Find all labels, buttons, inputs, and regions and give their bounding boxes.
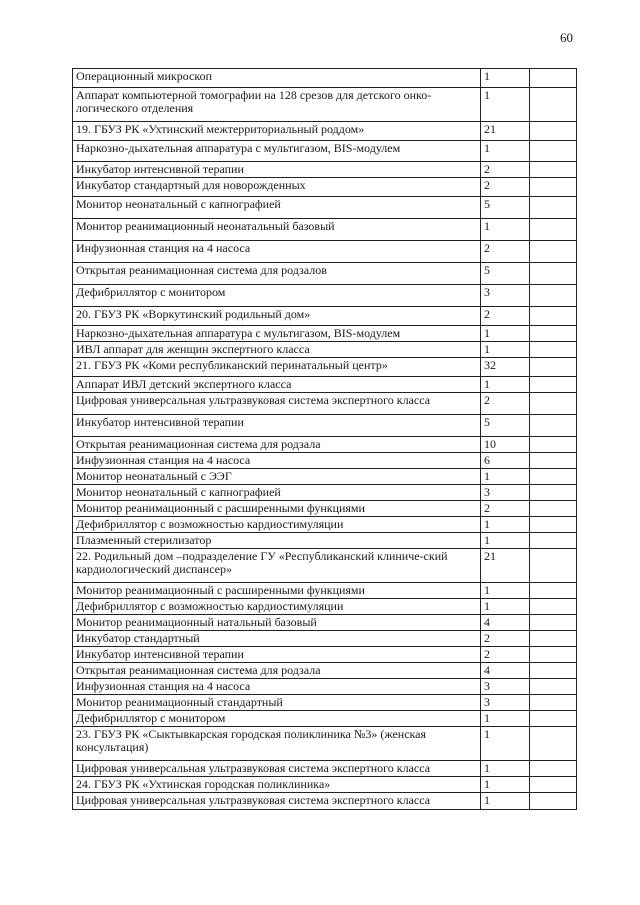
item-name: Инфузионная станция на 4 насоса [73, 453, 481, 469]
table-row [73, 583, 577, 599]
item-name: Дефибриллятор с монитором [73, 711, 481, 727]
empty-cell [530, 69, 577, 88]
table-row [73, 437, 577, 453]
item-name: Монитор реанимационный с расширенными функциями [73, 583, 481, 599]
empty-cell [530, 415, 577, 437]
item-quantity: 21 [481, 549, 530, 583]
item-name: Монитор реанимационный с расширенными функциями [73, 501, 481, 517]
table-row [73, 178, 577, 197]
empty-cell [530, 599, 577, 615]
item-name: 19. ГБУЗ РК «Ухтинский межтерриториальный роддом» [73, 122, 481, 141]
empty-cell [530, 393, 577, 415]
item-name: Инкубатор интенсивной терапии [73, 162, 481, 178]
item-quantity: 2 [481, 162, 530, 178]
empty-cell [530, 679, 577, 695]
item-name: Плазменный стерилизатор [73, 533, 481, 549]
item-name: Инкубатор стандартный для новорожденных [73, 178, 481, 197]
table-row [73, 599, 577, 615]
item-name: Открытая реанимационная система для родзала [73, 437, 481, 453]
empty-cell [530, 793, 577, 810]
item-quantity: 3 [481, 485, 530, 501]
empty-cell [530, 197, 577, 219]
item-quantity: 1 [481, 727, 530, 761]
empty-cell [530, 241, 577, 263]
table-row [73, 761, 577, 777]
item-name: Дефибриллятор с возможностью кардиостимуляции [73, 599, 481, 615]
item-quantity: 1 [481, 69, 530, 88]
empty-cell [530, 777, 577, 793]
item-quantity: 4 [481, 663, 530, 679]
item-quantity: 5 [481, 415, 530, 437]
item-name: Инкубатор интенсивной терапии [73, 415, 481, 437]
item-quantity: 1 [481, 711, 530, 727]
empty-cell [530, 178, 577, 197]
empty-cell [530, 326, 577, 342]
item-quantity: 1 [481, 326, 530, 342]
empty-cell [530, 453, 577, 469]
table-row [73, 162, 577, 178]
item-name: ИВЛ аппарат для женщин экспертного класса [73, 342, 481, 358]
item-quantity: 3 [481, 679, 530, 695]
table-row [73, 453, 577, 469]
table-row [73, 88, 577, 122]
empty-cell [530, 695, 577, 711]
empty-cell [530, 727, 577, 761]
item-name: 22. Родильный дом –подразделение ГУ «Республиканский клиниче-ский кардиологический диспансер» [73, 549, 481, 583]
table-row [73, 326, 577, 342]
item-quantity: 1 [481, 88, 530, 122]
table-row [73, 647, 577, 663]
empty-cell [530, 533, 577, 549]
item-quantity: 1 [481, 517, 530, 533]
item-quantity: 1 [481, 777, 530, 793]
table-row [73, 793, 577, 810]
item-quantity: 32 [481, 358, 530, 377]
item-name: Дефибриллятор с возможностью кардиостимуляции [73, 517, 481, 533]
item-name: 21. ГБУЗ РК «Коми республиканский перинатальный центр» [73, 358, 481, 377]
item-name: Операционный микроскоп [73, 69, 481, 88]
item-name: 20. ГБУЗ РК «Воркутинский родильный дом» [73, 307, 481, 326]
empty-cell [530, 437, 577, 453]
item-name: Монитор реанимационный неонатальный базовый [73, 219, 481, 241]
item-name: Открытая реанимационная система для родзалов [73, 263, 481, 285]
item-name: Аппарат ИВЛ детский экспертного класса [73, 377, 481, 393]
item-name: Дефибриллятор с монитором [73, 285, 481, 307]
table-row [73, 393, 577, 415]
empty-cell [530, 88, 577, 122]
item-quantity: 1 [481, 761, 530, 777]
table-row [73, 219, 577, 241]
item-quantity: 3 [481, 695, 530, 711]
empty-cell [530, 307, 577, 326]
item-name: Аппарат компьютерной томографии на 128 срезов для детского онко-логического отделения [73, 88, 481, 122]
item-quantity: 1 [481, 469, 530, 485]
table-row [73, 415, 577, 437]
table-row [73, 615, 577, 631]
table-row [73, 342, 577, 358]
empty-cell [530, 631, 577, 647]
table-row [73, 241, 577, 263]
empty-cell [530, 485, 577, 501]
table-row [73, 679, 577, 695]
item-name: Монитор неонатальный с капнографией [73, 485, 481, 501]
table-row [73, 695, 577, 711]
item-quantity: 1 [481, 141, 530, 162]
table-row [73, 377, 577, 393]
table-row [73, 663, 577, 679]
table-row [73, 469, 577, 485]
item-quantity: 2 [481, 647, 530, 663]
item-name: Инкубатор стандартный [73, 631, 481, 647]
item-quantity: 4 [481, 615, 530, 631]
item-name: 23. ГБУЗ РК «Сыктывкарская городская поликлиника №3» (женская консультация) [73, 727, 481, 761]
item-quantity: 1 [481, 533, 530, 549]
item-name: Монитор реанимационный натальный базовый [73, 615, 481, 631]
empty-cell [530, 663, 577, 679]
item-quantity: 3 [481, 285, 530, 307]
table-row [73, 549, 577, 583]
item-quantity: 2 [481, 631, 530, 647]
table-row [73, 631, 577, 647]
item-quantity: 1 [481, 583, 530, 599]
item-quantity: 5 [481, 197, 530, 219]
table-row [73, 517, 577, 533]
empty-cell [530, 342, 577, 358]
item-quantity: 5 [481, 263, 530, 285]
item-name: Открытая реанимационная система для родзала [73, 663, 481, 679]
empty-cell [530, 761, 577, 777]
table-row [73, 777, 577, 793]
item-quantity: 2 [481, 393, 530, 415]
table-row [73, 285, 577, 307]
empty-cell [530, 549, 577, 583]
table-row [73, 501, 577, 517]
item-quantity: 6 [481, 453, 530, 469]
item-name: Цифровая универсальная ультразвуковая система экспертного класса [73, 793, 481, 810]
item-quantity: 1 [481, 342, 530, 358]
table-row [73, 358, 577, 377]
item-quantity: 1 [481, 793, 530, 810]
item-name: Инкубатор интенсивной терапии [73, 647, 481, 663]
table-row [73, 711, 577, 727]
empty-cell [530, 162, 577, 178]
table-row [73, 197, 577, 219]
page-number: 60 [560, 30, 573, 45]
empty-cell [530, 219, 577, 241]
empty-cell [530, 615, 577, 631]
empty-cell [530, 358, 577, 377]
empty-cell [530, 377, 577, 393]
table-row [73, 69, 577, 88]
empty-cell [530, 583, 577, 599]
empty-cell [530, 263, 577, 285]
item-quantity: 2 [481, 501, 530, 517]
table-row [73, 307, 577, 326]
item-quantity: 21 [481, 122, 530, 141]
item-name: Монитор неонатальный с капнографией [73, 197, 481, 219]
item-name: Цифровая универсальная ультразвуковая система экспертного класса [73, 393, 481, 415]
equipment-table [72, 68, 577, 810]
item-quantity: 2 [481, 241, 530, 263]
item-name: 24. ГБУЗ РК «Ухтинская городская поликлиника» [73, 777, 481, 793]
item-quantity: 2 [481, 307, 530, 326]
empty-cell [530, 517, 577, 533]
item-quantity: 2 [481, 178, 530, 197]
item-name: Инфузионная станция на 4 насоса [73, 679, 481, 695]
empty-cell [530, 711, 577, 727]
item-name: Наркозно-дыхательная аппаратура с мультигазом, BIS-модулем [73, 326, 481, 342]
item-name: Цифровая универсальная ультразвуковая система экспертного класса [73, 761, 481, 777]
item-name: Инфузионная станция на 4 насоса [73, 241, 481, 263]
empty-cell [530, 501, 577, 517]
table-row [73, 533, 577, 549]
empty-cell [530, 647, 577, 663]
item-name: Наркозно-дыхательная аппаратура с мультигазом, BIS-модулем [73, 141, 481, 162]
item-quantity: 10 [481, 437, 530, 453]
item-name: Монитор неонатальный с ЭЭГ [73, 469, 481, 485]
empty-cell [530, 285, 577, 307]
item-quantity: 1 [481, 219, 530, 241]
item-quantity: 1 [481, 377, 530, 393]
item-name: Монитор реанимационный стандартный [73, 695, 481, 711]
empty-cell [530, 141, 577, 162]
table-row [73, 141, 577, 162]
empty-cell [530, 122, 577, 141]
item-quantity: 1 [481, 599, 530, 615]
table-row [73, 485, 577, 501]
empty-cell [530, 469, 577, 485]
table-row [73, 727, 577, 761]
table-row [73, 263, 577, 285]
table-row [73, 122, 577, 141]
